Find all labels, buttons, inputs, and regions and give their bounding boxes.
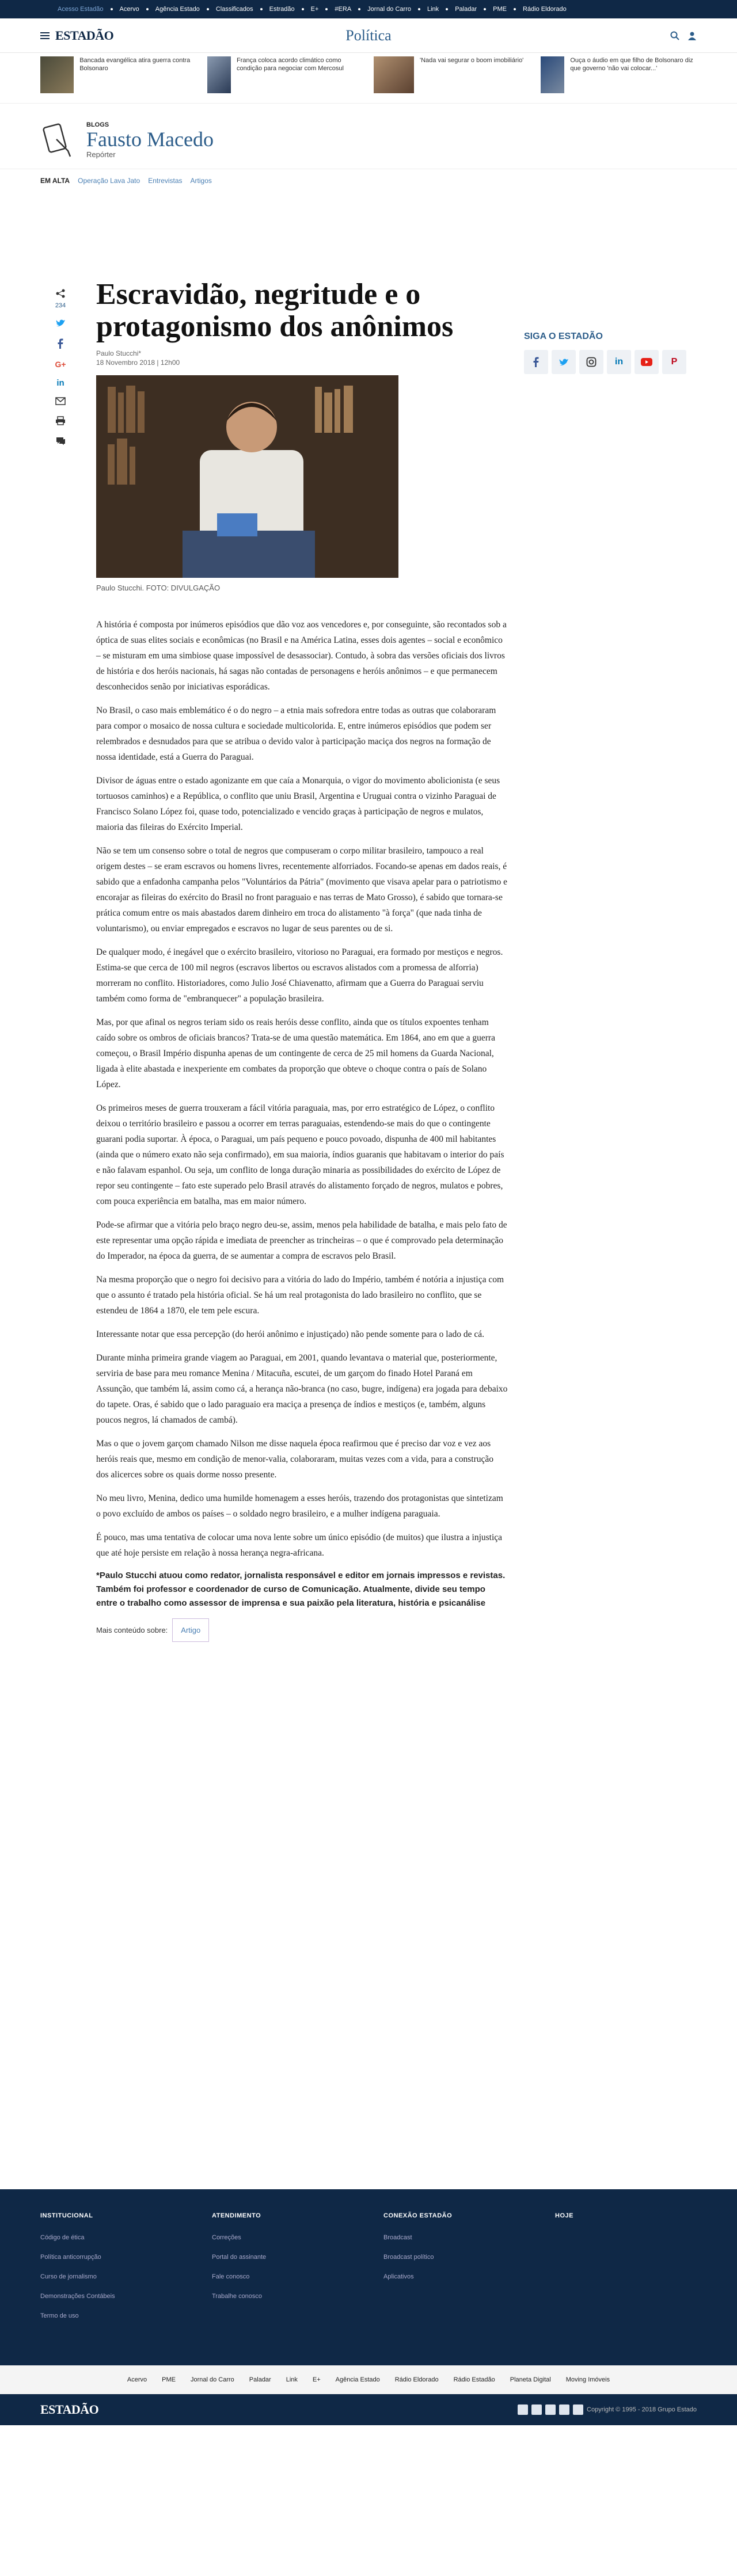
linkbar-link[interactable]: Paladar	[249, 2376, 271, 2383]
section-nav	[0, 169, 737, 192]
topbar-link[interactable]: PME	[493, 6, 507, 13]
article-paragraph: Durante minha primeira grande viagem ao Paraguai, em 2001, quando levantava o material que, posteriormente, serviria de base para meu romance Menina / Mitacuña, escutei, de um garçom do finado Hotel Paraná em Assunção, que também lá, assim como cá, a herança não-branca (no caso, bugre, indígena) era jogada para debaixo do tapete. Oras, é sabido que o lado paraguaio era maciça a presença de índios e mestiços (e, também, alguns poucos negros, lá chamados de cambá).	[96, 1353, 508, 1425]
tag-chip[interactable]: Artigo	[172, 1618, 209, 1642]
footer-column	[383, 2212, 521, 2342]
topbar-link[interactable]: E+	[310, 6, 319, 13]
bullet-dot	[302, 8, 304, 10]
footer-heading: ATENDIMENTO	[212, 2212, 261, 2219]
topbar-link[interactable]: Estradão	[269, 6, 295, 13]
bullet-dot	[325, 8, 328, 10]
photo-illustration	[96, 375, 398, 578]
footer-heading: INSTITUCIONAL	[40, 2212, 93, 2219]
news-strip	[0, 53, 737, 104]
topbar-link[interactable]: Paladar	[455, 6, 477, 13]
instagram-icon[interactable]	[579, 350, 603, 374]
topbar-item[interactable]	[111, 6, 139, 13]
estadao-logo[interactable]: ESTADÃO	[55, 28, 114, 43]
footer-link[interactable]: Aplicativos	[383, 2273, 414, 2280]
footer-link[interactable]: Demonstrações Contábeis	[40, 2293, 115, 2300]
topbar-item[interactable]	[302, 6, 319, 13]
blog-header	[0, 112, 737, 169]
linkbar-link[interactable]: Jornal do Carro	[190, 2376, 234, 2383]
bullet-dot	[418, 8, 420, 10]
news-thumbnail[interactable]	[541, 56, 565, 93]
comments-icon[interactable]	[55, 436, 66, 447]
linkbar-link[interactable]: Planeta Digital	[510, 2376, 551, 2383]
estadao-logo[interactable]: ESTADÃO	[40, 2402, 99, 2417]
article-area	[0, 192, 737, 2189]
topbar-item[interactable]	[58, 6, 104, 13]
topbar-item[interactable]	[514, 6, 567, 13]
topbar-link[interactable]: Jornal do Carro	[367, 6, 411, 13]
article-paragraph: Mas, por que afinal os negros teriam sido os reais heróis desse conflito, ainda que os títulos expoentes tenham caído sobre os ombros de oficiais brancos? Trata-se de uma questão matemática. Em 1864, ano em que a guerra começou, o Brasil Império dispunha apenas de um contingente de cerca de 25 mil homens da Guarda Nacional, ligada à elite abastada e inexperiente em combates da proporção que obteve o choque contra o país de Solano López.	[96, 1018, 495, 1089]
share-icon[interactable]	[56, 289, 65, 300]
topbar-item[interactable]	[325, 6, 351, 13]
blog-avatar-icon	[40, 122, 77, 159]
bullet-dot	[484, 8, 486, 10]
search-icon[interactable]	[670, 31, 679, 40]
footer-link[interactable]: Curso de jornalismo	[40, 2273, 97, 2280]
bullet-dot	[146, 8, 149, 10]
topbar-link[interactable]: Rádio Eldorado	[522, 6, 567, 13]
topbar-item[interactable]	[260, 6, 295, 13]
footer-heading: CONEXÃO ESTADÃO	[383, 2212, 453, 2219]
copyright: Copyright © 1995 - 2018 Grupo Estado	[587, 2406, 697, 2413]
linkbar-link[interactable]: Agência Estado	[335, 2376, 380, 2383]
footer-bottom	[0, 2394, 737, 2425]
follow-sidebar	[524, 331, 686, 374]
twitter-icon[interactable]	[552, 350, 576, 374]
footer-link[interactable]: Código de ética	[40, 2234, 85, 2241]
twitter-icon[interactable]	[531, 2404, 542, 2415]
footer-link[interactable]: Fale conosco	[212, 2273, 250, 2280]
google-plus-icon[interactable]: G+	[55, 360, 66, 369]
bullet-dot	[446, 8, 448, 10]
topbar-item[interactable]	[146, 6, 200, 13]
linkbar-link[interactable]: E+	[312, 2376, 321, 2383]
article-paragraph: Mas o que o jovem garçom chamado Nilson me disse naquela época reafirmou que é preciso dar voz e vez aos heróis reais que, mesmo em condição de menor-valia, colaboraram, muitas vezes com a vida, para a construção dos alicerces sobre os quais dorme nosso presente.	[96, 1439, 494, 1480]
youtube-icon[interactable]	[573, 2404, 583, 2415]
article-title: Escravidão, negritude e o protagonismo dos anônimos	[96, 278, 454, 343]
follow-label: SIGA O ESTADÃO	[524, 331, 603, 341]
footer-link[interactable]: Broadcast político	[383, 2254, 434, 2261]
news-headline[interactable]: 'Nada vai segurar o boom imobiliário'	[420, 57, 524, 64]
top-utility-bar	[0, 0, 737, 18]
article-paragraph: No Brasil, o caso mais emblemático é o do negro – a etnia mais sofredora entre todas as outras que colaboraram para compor o mosaico de nossa cultura e sociedade multicolorida. E, entre inúmeros episódios que podem ser relembrados e desnudados para que se atribua o devido valor à participação maciça dos negros na formação de nossa identidade, está a Guerra do Paraguai.	[96, 706, 496, 762]
footer-link[interactable]: Política anticorrupção	[40, 2254, 101, 2261]
user-icon[interactable]	[687, 31, 697, 40]
instagram-icon[interactable]	[545, 2404, 556, 2415]
facebook-icon[interactable]	[57, 338, 64, 350]
share-bar	[52, 289, 69, 447]
more-content	[96, 1618, 508, 1642]
site-footer	[0, 2189, 737, 2365]
blog-role: Repórter	[86, 150, 116, 159]
linkedin-icon[interactable]	[559, 2404, 569, 2415]
news-headline[interactable]: França coloca acordo climático como condição para negociar com Mercosul	[237, 57, 344, 72]
footer-linkbar	[0, 2365, 737, 2394]
youtube-icon[interactable]	[635, 350, 659, 374]
article-paragraph: De qualquer modo, é inegável que o exército brasileiro, vitorioso no Paraguai, era formado por mestiços e negros. Estima-se que cerca de 100 mil negros (escravos libertos ou escravos alistados com a promessa de alforria) morreram no conflito. Historiadores, como Julio José Chiavenatto, afirmam que a Guerra do Paraguai serviu também como forma de "embranquecer" a população brasileira.	[96, 947, 503, 1004]
blog-name[interactable]: Fausto Macedo	[86, 128, 214, 151]
email-icon[interactable]	[55, 397, 66, 407]
article-paragraph: Não se tem um consenso sobre o total de negros que compuseram o corpo militar brasileiro, tampouco a real origem destes – se eram escravos ou homens livres, recentemente alforriados. Focando-se apenas em dados reais, é sabido que a enfadonha campanha pelos "Voluntários da Pátria" (movimento que visava apelar para o patriotismo e encorajar as fileiras do exército do Brasil no front paraguaio e nas terras de Mato Grosso), é sabido que tornara-se prática comum entre os mais abastados darem dinheiro em troca do alistamento "à força" (que nada tinha de voluntarismo), ou enviar empregados e escravos no lugar de seus parentes ou de si.	[96, 846, 507, 933]
topbar-item[interactable]	[207, 6, 253, 13]
menu-icon[interactable]	[40, 32, 50, 39]
topbar-item[interactable]	[358, 6, 411, 13]
footer-link[interactable]: Termo de uso	[40, 2312, 79, 2319]
news-item[interactable]	[207, 56, 364, 103]
photo-caption: Paulo Stucchi. FOTO: DIVULGAÇÃO	[96, 584, 221, 592]
topbar-item[interactable]	[484, 6, 507, 13]
bullet-dot	[358, 8, 360, 10]
author-note: *Paulo Stucchi atuou como redator, jornalista responsável e editor em jornais impressos e revistas. Também foi professor e coordenador de curso de Comunicação. Atualmente, divide seu tempo entre o trabalho como assessor de imprensa e sua paixão pela literatura, história e psicanálise	[96, 1571, 506, 1608]
article-paragraph: É pouco, mas uma tentativa de colocar uma nova lente sobre um único episódio (de muitos) que ilustra a injustiça que até hoje persiste em relação à nossa herança negra-africana.	[96, 1533, 503, 1558]
bullet-dot	[514, 8, 516, 10]
article-paragraph: Na mesma proporção que o negro foi decisivo para a vitória do lado do Império, também é notória a injustiça com que o assunto é tratado pela história oficial. Se há um real protagonista do lado brasileiro no conflito, que se estendeu de 1864 a 1870, ele tem pele escura.	[96, 1275, 504, 1316]
blog-tag: BLOGS	[86, 121, 109, 128]
footer-link[interactable]: Correções	[212, 2234, 241, 2241]
article-paragraph: Os primeiros meses de guerra trouxeram a fácil vitória paraguaia, mas, por erro estratégico de López, o conflito deixou o território brasileiro e passou a ocorrer em terras paraguaias, estendendo-se mais do que o contingente guarani podia suportar. À época, o Paraguai, um país pequeno e pouco povoado, dispunha de 400 mil habitantes (ainda que o número exato não seja confirmado), em sua maioria, índios guaranis que habitavam o interior do país e não falavam espanhol. Ou seja, um conflito de longa duração minaria as possibilidades do exército de López de repor seu contingente – fato este superado pelo Brasil através do alistamento forçado de negros, mulatos e pobres, com pouca experiência em batalha, mas em maior número.	[96, 1103, 504, 1206]
article-paragraph: Interessante notar que essa percepção (do herói anônimo e injustiçado) não pende somente para o lado de cá.	[96, 1329, 484, 1339]
bullet-dot	[260, 8, 263, 10]
footer-column	[40, 2212, 177, 2342]
footer-link[interactable]: Portal do assinante	[212, 2254, 267, 2261]
trending-label: EM ALTA	[40, 177, 70, 185]
article-paragraph: A história é composta por inúmeros episódios que dão voz aos vencedores e, por conseguinte, são recontados sob a óptica de suas elites sociais e econômicas (no Brasil e na América Latina, esses dois agentes – social e econômico – se misturam em uma simbiose quase impossível de desassociar). Contudo, à sobra das versões oficiais dos livros de história e dos heróis nacionais, há sagas não contadas de personagens e heróis anônimos – e que permanecem desconhecidos senão por iniciativas esporádicas.	[96, 620, 507, 692]
news-item[interactable]	[374, 56, 530, 103]
news-thumbnail[interactable]	[374, 56, 414, 93]
bullet-dot	[111, 8, 113, 10]
facebook-icon[interactable]	[518, 2404, 528, 2415]
linkedin-icon[interactable]: in	[56, 378, 64, 388]
secnav-link[interactable]: Artigos	[190, 177, 212, 185]
topbar-link[interactable]: #ERA	[335, 6, 352, 13]
linkbar-link[interactable]: Acervo	[127, 2376, 147, 2383]
news-headline[interactable]: Bancada evangélica atira guerra contra Bolsonaro	[79, 57, 191, 72]
author-photo	[96, 375, 398, 578]
topbar-link[interactable]: Agência Estado	[155, 6, 200, 13]
footer-link[interactable]: Trabalhe conosco	[212, 2293, 263, 2300]
news-item[interactable]	[40, 56, 197, 103]
linkbar-link[interactable]: Rádio Estadão	[453, 2376, 495, 2383]
more-label: Mais conteúdo sobre:	[96, 1626, 168, 1634]
news-headline[interactable]: Ouça o áudio em que filho de Bolsonaro diz que governo 'não vai colocar...'	[570, 57, 693, 72]
footer-column	[212, 2212, 349, 2342]
author: Paulo Stucchi*	[96, 349, 142, 357]
topbar-item[interactable]	[418, 6, 439, 13]
footer-heading: HOJE	[555, 2212, 573, 2219]
pinterest-icon[interactable]: P	[662, 350, 686, 374]
footer-column	[555, 2212, 692, 2342]
topbar-link[interactable]: Acervo	[119, 6, 139, 13]
secnav-link[interactable]: Entrevistas	[148, 177, 183, 185]
topbar-link[interactable]: Classificados	[215, 6, 253, 13]
linkbar-link[interactable]: PME	[162, 2376, 176, 2383]
news-thumbnail[interactable]	[40, 56, 74, 93]
linkbar-link[interactable]: Rádio Eldorado	[394, 2376, 439, 2383]
byline	[96, 349, 180, 367]
linkbar-link[interactable]: Moving Imóveis	[565, 2376, 610, 2383]
topbar-link[interactable]: Link	[427, 6, 439, 13]
publish-date: 18 Novembro 2018 | 12h00	[96, 359, 180, 367]
news-item[interactable]	[541, 56, 697, 103]
topbar-link[interactable]: Acesso Estadão	[58, 6, 104, 13]
linkedin-icon[interactable]: in	[607, 350, 631, 374]
print-icon[interactable]	[55, 416, 66, 427]
linkbar-link[interactable]: Link	[286, 2376, 298, 2383]
main-navbar	[0, 18, 737, 53]
section-title: Política	[345, 26, 392, 44]
share-count: 234	[55, 302, 66, 309]
facebook-icon[interactable]	[524, 350, 548, 374]
secnav-link[interactable]: Operação Lava Jato	[78, 177, 140, 185]
article-paragraph: No meu livro, Menina, dedico uma humilde homenagem a esses heróis, trazendo dos protagonistas que sintetizam o povo excluído de ambos os países – o soldado negro brasileiro, e a mulher indígena paraguaia.	[96, 1493, 503, 1519]
bullet-dot	[207, 8, 209, 10]
twitter-icon[interactable]	[55, 318, 66, 329]
topbar-item[interactable]	[446, 6, 477, 13]
article-body	[96, 617, 508, 1642]
article-paragraph: Divisor de águas entre o estado agonizante em que caía a Monarquia, o vigor do movimento abolicionista (e seus tortuosos caminhos) e a República, o conflito que uniu Brasil, Argentina e Uruguai contra o vizinho Paraguai de Francisco Solano López foi, quase todo, potencializado e vencido graças à participação de negros e mulatos, maioria das fileiras do Exército Imperial.	[96, 776, 500, 832]
news-thumbnail[interactable]	[207, 56, 231, 93]
footer-link[interactable]: Broadcast	[383, 2234, 412, 2241]
article-paragraph: Pode-se afirmar que a vitória pelo braço negro deu-se, assim, menos pela habilidade de batalha, e mais pelo fato de este representar uma opção rápida e imediata de preencher as trincheiras – o que é comprovado pela determinação do Imperador, na época da guerra, de se aumentar a compra de escravos pelo Brasil.	[96, 1220, 507, 1261]
